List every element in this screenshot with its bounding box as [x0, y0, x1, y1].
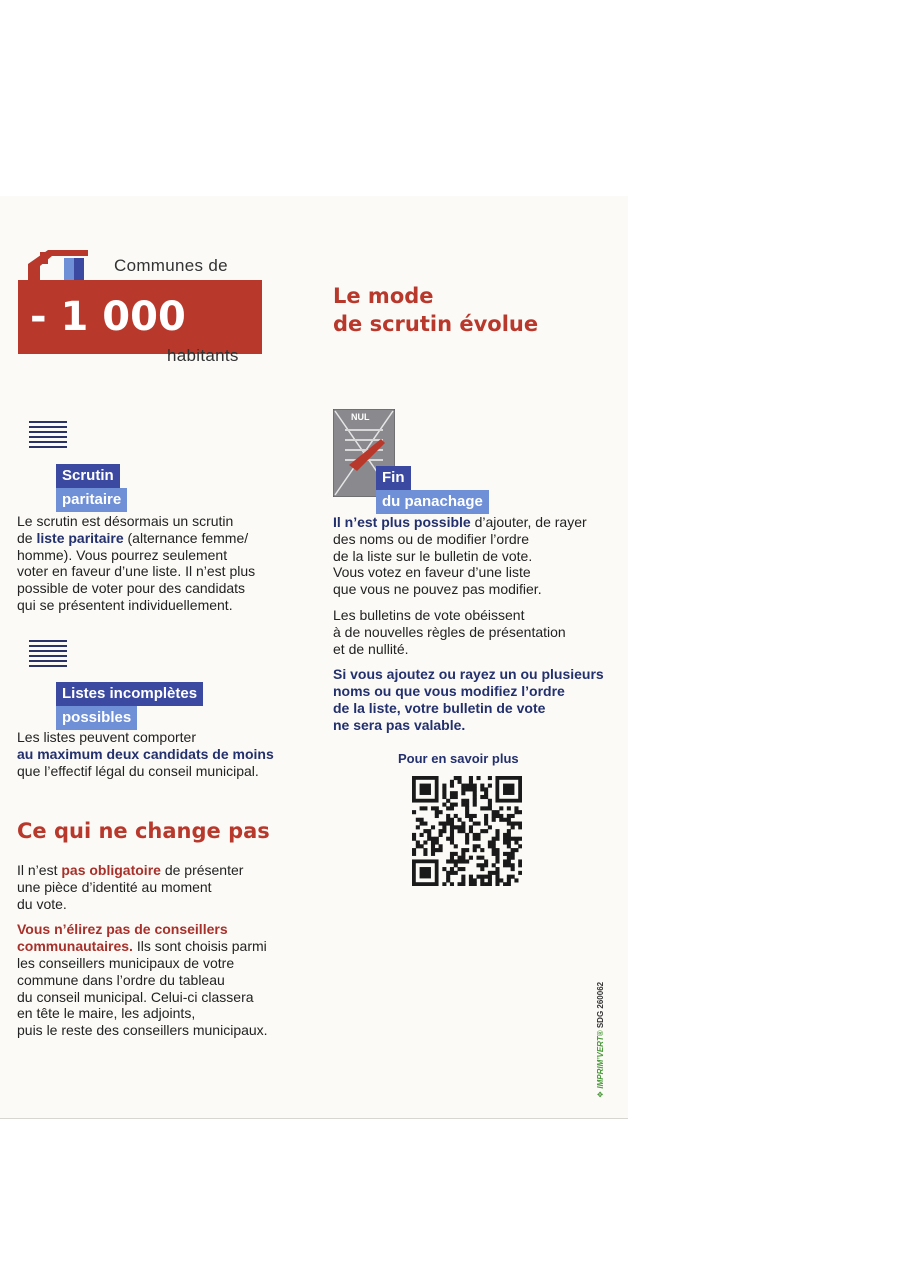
label-fin: Fin [376, 466, 411, 490]
communautaires-strong: communautaires. [17, 938, 133, 955]
title-line-1: Le mode [333, 284, 434, 308]
number-text: - 1 000 [30, 294, 186, 340]
label-possibles: possibles [56, 706, 137, 730]
listes-paragraph [17, 729, 317, 779]
imprint-brand: IMPRIM’VERT® [596, 1030, 605, 1089]
change-heading: Ce qui ne change pas [17, 819, 270, 843]
more-info-label: Pour en savoir plus [398, 751, 519, 766]
panachage-paragraphs [333, 514, 623, 743]
habitants-text: habitants [167, 346, 239, 365]
change-paragraph-2: Vous n’élirez pas de conseillers communautaires. Ils sont choisis parmi les conseillers municipaux de votre commune dans l’ordre du tableau du conseil municipal. Celui-ci classera en tête le maire, les adjoints, puis le reste des conseillers municipaux. [17, 921, 268, 1039]
pas-obligatoire-strong: pas obligatoire [61, 862, 161, 878]
communes-de-text: Communes de [114, 256, 228, 275]
scrutin-line-2: de liste paritaire (alternance femme/ [17, 529, 249, 546]
document-lines-icon [29, 640, 67, 672]
panachage-paragraph-3: Si vous ajoutez ou rayez un ou plusieurs noms ou que vous modifiez l’ordre de la liste, votre bulletin de vote ne sera pas valable. [333, 666, 604, 733]
scrutin-paragraph [17, 513, 307, 614]
scrutin-line-6: qui se présentent individuellement. [17, 596, 233, 613]
label-scrutin: Scrutin [56, 464, 120, 488]
scrutin-line-4: voter en faveur d’une liste. Il n’est plus [17, 563, 256, 580]
liste-paritaire-strong: liste paritaire [36, 529, 124, 546]
listes-line-2: au maximum deux candidats de moins [17, 745, 274, 762]
nul-label: NUL [351, 412, 370, 422]
plus-possible-strong: Il n’est plus possible [333, 514, 471, 530]
scrutin-line-5: possible de voter pour des candidats [17, 580, 246, 597]
label-fin-du-panachage [376, 466, 489, 514]
panachage-paragraph-2: Les bulletins de vote obéissent à de nouvelles règles de présentation et de nullité. [333, 606, 566, 657]
change-paragraph-1: Il n’est pas obligatoire de présenter une pièce d’identité au moment du vote. [17, 862, 244, 912]
scrutin-line-3: homme). Vous pourrez seulement [17, 546, 228, 563]
scrutin-line-1: Le scrutin est désormais un scrutin [17, 513, 234, 529]
listes-line-3: que l’effectif légal du conseil municipal. [17, 762, 259, 779]
title-line-2: de scrutin évolue [333, 312, 539, 336]
panachage-paragraph-1: Il n’est plus possible d’ajouter, de rayer des noms ou de modifier l’ordre de la liste sur le bulletin de vote. Vous votez en faveur d’une liste que vous ne pouvez pas modifier. [333, 514, 587, 598]
label-du-panachage: du panachage [376, 490, 489, 514]
listes-line-1: Les listes peuvent comporter [17, 729, 196, 745]
qr-code-icon[interactable] [412, 776, 522, 886]
imprint-vertical [596, 982, 605, 1098]
label-listes: Listes incomplètes [56, 682, 203, 706]
label-listes-incompletes [56, 682, 203, 730]
leaf-icon: ❖ [596, 1090, 605, 1098]
imprint-code: SDG 260062 [596, 981, 605, 1029]
label-scrutin-paritaire [56, 464, 127, 512]
change-paragraphs [17, 862, 317, 1048]
page-title [333, 282, 538, 338]
document-lines-icon [29, 421, 67, 453]
label-paritaire: paritaire [56, 488, 127, 512]
